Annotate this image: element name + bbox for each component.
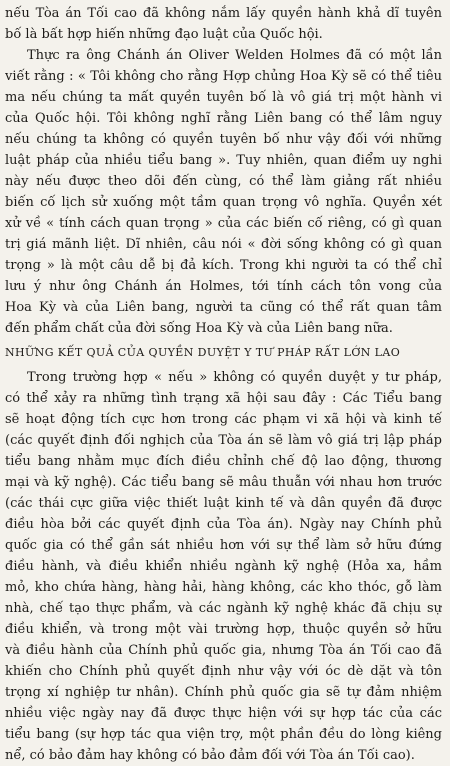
paragraph-3 xyxy=(5,367,442,766)
section-heading: NHỮNG KẾT QUẢ CỦA QUYỀN DUYỆT Y TƯ PHÁP RẤT LỚN LAO xyxy=(5,346,401,359)
paragraph-2 xyxy=(5,45,442,339)
text-line: nếu chúng ta không có quyền tuyên bố như vậy đối với những xyxy=(5,132,442,147)
paragraph-1 xyxy=(5,3,442,45)
text-line: này nếu được theo dõi đến cùng, có thể làm giảng rất nhiều xyxy=(5,174,442,189)
text-line: có thể xảy ra những tình trạng xã hội sau đây : Các Tiểu bang xyxy=(5,391,442,406)
text-line: biến cố lịch sử xuống một tầm quan trọng vô nghĩa. Quyền xét xyxy=(5,195,442,210)
text-line: (các quyết định đối nghịch của Tòa án sẽ làm vô giá trị lập pháp xyxy=(5,433,442,448)
text-line: điều hòa bởi các quyết định của Tòa án). Ngày nay Chính phủ xyxy=(5,517,442,532)
text-line: nể, có bảo đảm hay không có bảo đảm đối với Tòa án Tối cao). xyxy=(5,748,415,763)
text-line: điều khiển, và trong một vài trường hợp, thuộc quyền sở hữu xyxy=(5,622,442,637)
text-line: và điều hành của Chính phủ quốc gia, nhưng Tòa án Tối cao đã xyxy=(5,643,442,658)
text-line: nhà, chế tạo thực phẩm, và các ngành kỹ nghệ khác đã chịu sự xyxy=(5,601,442,616)
text-line: tiểu bang (sự hợp tác qua viện trợ, một phần đều do lòng kiêng xyxy=(5,727,442,742)
text-line: mỏ, kho chứa hàng, hàng hải, hàng không, các kho thóc, gỗ làm xyxy=(5,580,442,595)
text-line: sẽ hoạt động tích cực hơn trong các phạm vi xã hội và kinh tế xyxy=(5,412,442,427)
text-line: trị giá mãnh liệt. Dĩ nhiên, câu nói « đời sống không có gì quan xyxy=(5,237,442,252)
text-line: tiểu bang nhằm mục đích điều chỉnh chế độ lao động, thương xyxy=(5,454,442,469)
text-line: nếu Tòa án Tối cao đã không nắm lấy quyền hành khả dĩ tuyên xyxy=(5,6,442,21)
text-line: Hoa Kỳ và của Liên bang, người ta cũng có thể rất quan tâm xyxy=(5,300,442,315)
text-line: khiến cho Chính phủ quyết định như vậy với óc dè dặt và tôn xyxy=(5,664,442,679)
text-line: Thực ra ông Chánh án Oliver Welden Holmes đã có một lần xyxy=(27,48,442,63)
text-line: lưu ý như ông Chánh án Holmes, tới tính cách tôn vong của xyxy=(5,279,442,294)
text-line: luật pháp của nhiều tiểu bang ». Tuy nhiên, quan điểm uy nghi xyxy=(5,153,442,168)
text-line: đến phẩm chất của đời sống Hoa Kỳ và của Liên bang nữa. xyxy=(5,321,393,336)
text-line: điều hành, và điều khiển nhiều ngành kỹ nghệ (Hỏa xa, hầm xyxy=(5,559,442,574)
text-line: mại và kỹ nghệ). Các tiểu bang sẽ mâu thuẫn với nhau hơn trước xyxy=(5,475,442,490)
text-line: (các thái cực giữa việc thiết luật kinh tế và dân quyền đã được xyxy=(5,496,442,511)
text-line: ma nếu chúng ta mất quyền tuyên bố là vô giá trị một hành vi xyxy=(5,90,442,105)
text-line: Trong trường hợp « nếu » không có quyền duyệt y tư pháp, xyxy=(27,370,442,385)
text-line: bố là bất hợp hiến những đạo luật của Quốc hội. xyxy=(5,27,323,42)
text-line: trọng xí nghiệp tư nhân). Chính phủ quốc gia sẽ tự đảm nhiệm xyxy=(5,685,442,700)
text-line: của Quốc hội. Tôi không nghĩ rằng Liên bang có thể lâm nguy xyxy=(5,111,442,126)
text-line: trọng » là một câu dễ bị đả kích. Trong khi người ta có thể chỉ xyxy=(5,258,442,273)
text-line: xử về « tính cách quan trọng » của các biến cố riêng, có gì quan xyxy=(5,216,442,231)
text-line: viết rằng : « Tôi không cho rằng Hợp chủng Hoa Kỳ sẽ có thể tiêu xyxy=(5,69,442,84)
text-line: quốc gia có thể gần sát nhiều hơn với sự thể làm sở hữu đứng xyxy=(5,538,442,553)
text-line: nhiều việc ngày nay đã được thực hiện với sự hợp tác của các xyxy=(5,706,442,721)
